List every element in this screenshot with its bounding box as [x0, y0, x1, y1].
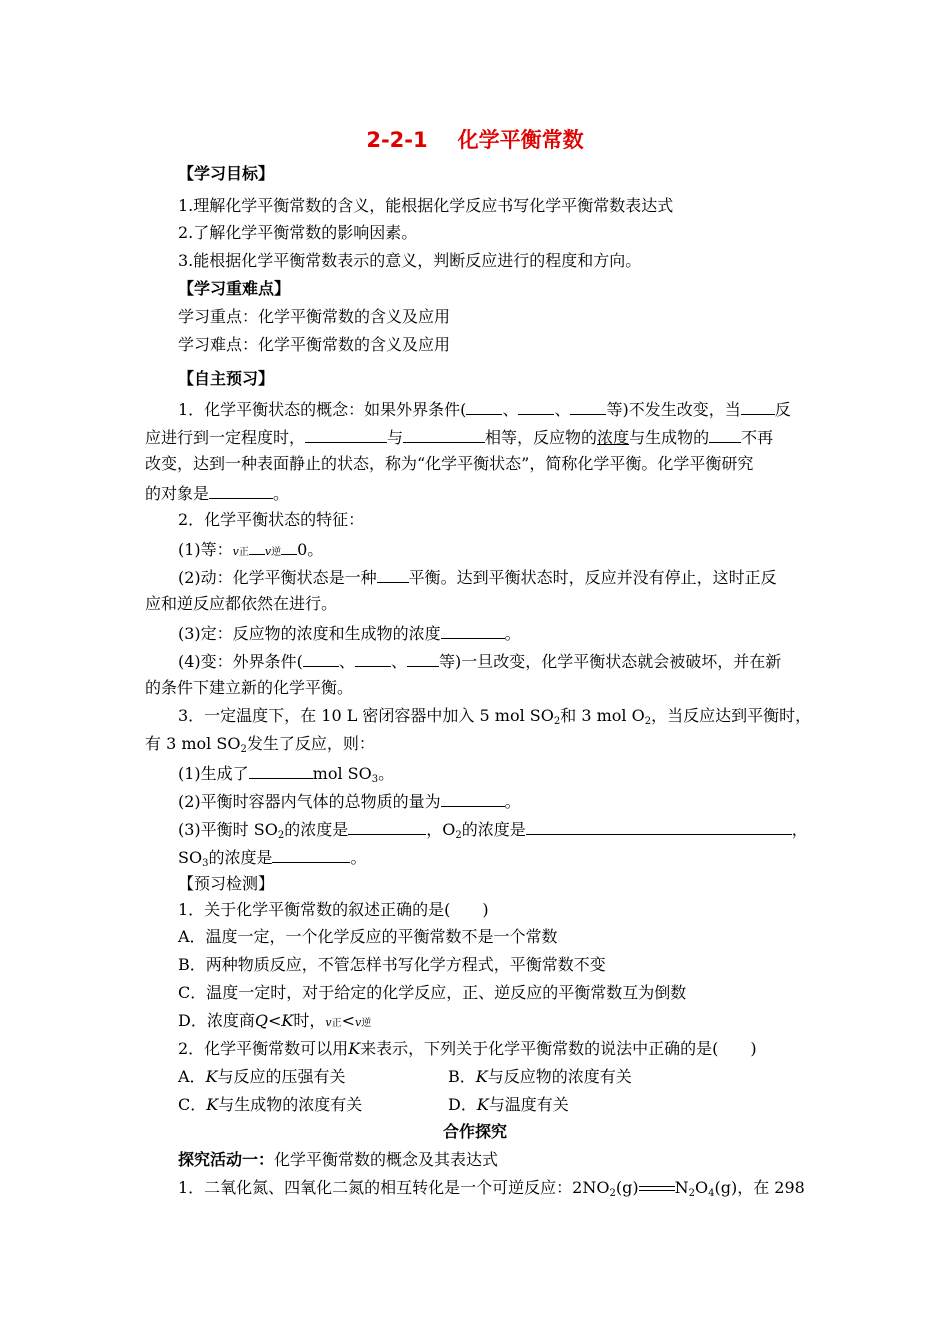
answer-blank[interactable]	[377, 566, 409, 583]
title-name: 化学平衡常数	[457, 128, 584, 152]
answer-blank[interactable]	[441, 790, 505, 807]
reversible-arrow-icon	[639, 1184, 675, 1194]
preview-q3-s3: (3)平衡时 $SO_2$的浓度是 ，$O_2$的浓度是 ，	[178, 820, 808, 841]
preview-q1-line3: 改变，达到一种表面静止的状态，称为“化学平衡状态”，简称化学平衡。化学平衡研究	[145, 454, 754, 473]
answer-blank[interactable]	[305, 426, 387, 443]
answer-blank[interactable]	[209, 482, 273, 499]
answer-blank[interactable]	[526, 818, 792, 835]
key-focus: 学习重点：化学平衡常数的含义及应用	[178, 307, 451, 326]
answer-blank[interactable]	[249, 762, 313, 779]
answer-blank[interactable]	[403, 426, 485, 443]
goal-item: 2.了解化学平衡常数的影响因素。	[178, 223, 418, 242]
check-q1-option-c[interactable]: C．温度一定时，对于给定的化学反应，正、逆反应的平衡常数互为倒数	[178, 983, 687, 1002]
preview-q2-p4-cont: 的条件下建立新的化学平衡。	[145, 678, 354, 697]
coop-q1: 1．二氧化氮、四氧化二氮的相互转化是一个可逆反应：$2NO_2(g)$ $N_2O_4(g)$，在 298	[178, 1178, 805, 1199]
preview-q2-p2: (2)动：化学平衡状态是一种 平衡。达到平衡状态时，反应并没有停止，这时正反	[178, 568, 777, 587]
check-q2-option-a[interactable]: A．K与反应的压强有关	[178, 1067, 346, 1086]
answer-blank[interactable]	[348, 818, 426, 835]
answer-blank[interactable]	[249, 538, 265, 555]
coop-heading: 合作探究	[442, 1122, 507, 1141]
goal-item: 1.理解化学平衡常数的含义，能根据化学反应书写化学平衡常数表达式	[178, 196, 674, 215]
check-q2-option-d[interactable]: D．K与温度有关	[448, 1095, 569, 1114]
goals-heading: 【学习目标】	[178, 164, 275, 183]
answer-blank[interactable]	[355, 650, 391, 667]
answer-blank[interactable]	[709, 426, 741, 443]
check-q1: 1．关于化学平衡常数的叙述正确的是( )	[178, 900, 489, 919]
answer-blank[interactable]	[466, 398, 502, 415]
title-code: 2-2-1	[366, 128, 428, 152]
preview-q2-p2-cont: 应和逆反应都依然在进行。	[145, 594, 338, 613]
answer-blank[interactable]	[570, 398, 606, 415]
coop-activity: 探究活动一：化学平衡常数的概念及其表达式	[178, 1150, 499, 1169]
check-q1-option-d[interactable]: D．浓度商Q<K时，v正<v逆	[178, 1011, 372, 1030]
answer-blank[interactable]	[407, 650, 439, 667]
preview-q3-line1: 3．一定温度下，在 10 L 密闭容器中加入 5 mol $SO_2$和 3 mol $O_2$，当反应达到平衡时，	[178, 706, 812, 727]
answer-blank[interactable]	[441, 622, 505, 639]
preview-q3-s1: (1)生成了 mol $SO_3$。	[178, 764, 395, 785]
check-q2-options-row1	[178, 1067, 778, 1087]
preview-q2-head: 2．化学平衡状态的特征：	[178, 510, 365, 529]
check-q2: 2．化学平衡常数可以用K来表示，下列关于化学平衡常数的说法中正确的是( )	[178, 1039, 757, 1058]
key-heading: 【学习重难点】	[178, 279, 291, 298]
answer-blank[interactable]	[303, 650, 339, 667]
preview-q2-p1: (1)等：v正 v逆 0。	[178, 540, 324, 559]
preview-heading: 【自主预习】	[178, 369, 275, 388]
answer-blank[interactable]	[272, 846, 350, 863]
check-q2-options-row2	[178, 1095, 778, 1115]
preview-q1-line4: 的对象是 。	[145, 484, 290, 503]
page-title	[0, 124, 950, 154]
preview-q3-s2: (2)平衡时容器内气体的总物质的量为 。	[178, 792, 521, 811]
goal-item: 3.能根据化学平衡常数表示的意义，判断反应进行的程度和方向。	[178, 251, 642, 270]
check-q2-option-b[interactable]: B．K与反应物的浓度有关	[448, 1067, 632, 1086]
preview-q3-s4: $SO_3$的浓度是 。	[178, 848, 367, 869]
preview-q1-line2: 应进行到一定程度时， 与 相等，反应物的浓度与生成物的 不再	[145, 428, 774, 447]
preview-q2-p4: (4)变：外界条件( 、 、 等)一旦改变，化学平衡状态就会被破坏，并在新	[178, 652, 782, 671]
preview-q1-line1: 1．化学平衡状态的概念：如果外界条件( 、 、 等)不发生改变，当 反	[178, 400, 791, 419]
check-q1-option-a[interactable]: A．温度一定，一个化学反应的平衡常数不是一个常数	[178, 927, 558, 946]
preview-q3-line2: 有 3 mol $SO_2$发生了反应，则：	[145, 734, 375, 755]
check-q1-option-b[interactable]: B．两种物质反应，不管怎样书写化学方程式，平衡常数不变	[178, 955, 606, 974]
preview-q2-p3: (3)定：反应物的浓度和生成物的浓度 。	[178, 624, 521, 643]
check-q2-option-c[interactable]: C．K与生成物的浓度有关	[178, 1095, 363, 1114]
key-difficulty: 学习难点：化学平衡常数的含义及应用	[178, 335, 451, 354]
answer-blank[interactable]	[741, 398, 775, 415]
check-heading: 【预习检测】	[178, 874, 275, 893]
answer-blank[interactable]	[281, 538, 297, 555]
answer-blank[interactable]	[518, 398, 554, 415]
